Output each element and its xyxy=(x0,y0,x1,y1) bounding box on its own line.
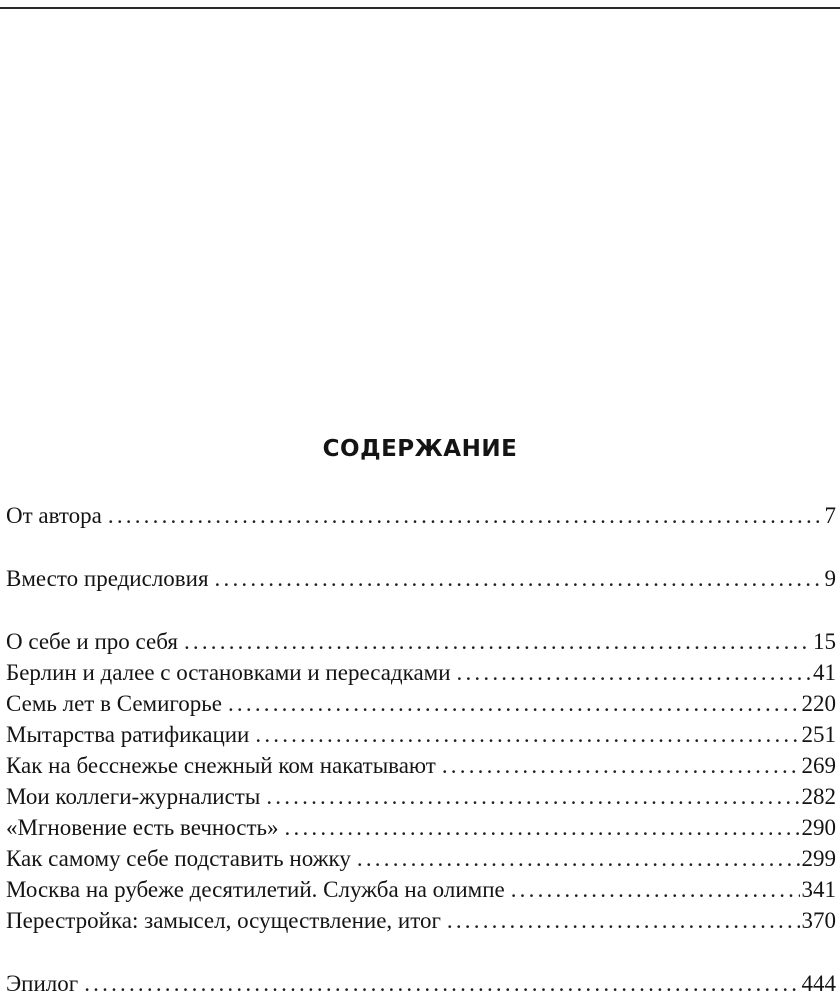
top-rule xyxy=(0,7,840,9)
toc-entry-page: 370 xyxy=(801,908,836,933)
table-of-contents xyxy=(6,500,836,999)
toc-entry-page: 7 xyxy=(824,503,836,528)
dot-leader xyxy=(457,657,811,688)
dot-leader xyxy=(184,626,811,657)
dot-leader xyxy=(255,719,799,750)
dot-leader xyxy=(108,500,823,531)
toc-entry-page: 9 xyxy=(824,566,836,591)
toc-entry-page: 444 xyxy=(801,971,836,996)
toc-entry-label: Вместо предисловия xyxy=(6,566,209,591)
toc-entry-page: 282 xyxy=(801,784,836,809)
toc-entry-label: Перестройка: замысел, осуществление, итог xyxy=(6,908,441,933)
toc-entry-page: 15 xyxy=(813,629,836,654)
toc-entry-label: О себе и про себя xyxy=(6,629,178,654)
toc-entry-page: 220 xyxy=(801,691,836,716)
toc-entry-page: 269 xyxy=(801,753,836,778)
toc-entry[interactable] xyxy=(6,688,836,719)
toc-entry[interactable] xyxy=(6,968,836,999)
toc-entry[interactable] xyxy=(6,874,836,905)
toc-entry[interactable] xyxy=(6,626,836,657)
toc-entry-label: Мытарства ратификации xyxy=(6,722,250,747)
toc-entry-label: Эпилог xyxy=(6,971,79,996)
dot-leader xyxy=(447,905,800,936)
toc-entry[interactable] xyxy=(6,657,836,688)
dot-leader xyxy=(357,843,800,874)
toc-entry-label: От автора xyxy=(6,503,102,528)
toc-entry-label: Мои коллеги-журналисты xyxy=(6,784,261,809)
toc-entry-label: Семь лет в Семигорье xyxy=(6,691,222,716)
dot-leader xyxy=(215,563,823,594)
toc-entry-label: Как самому себе подставить ножку xyxy=(6,846,351,871)
toc-entry-label: Как на бесснежье снежный ком накатывают xyxy=(6,753,436,778)
toc-entry-label: Берлин и далее с остановками и пересадками xyxy=(6,660,451,685)
toc-entry[interactable] xyxy=(6,563,836,594)
toc-entry[interactable] xyxy=(6,843,836,874)
toc-entry-page: 41 xyxy=(813,660,836,685)
toc-entry-label: «Мгновение есть вечность» xyxy=(6,815,279,840)
dot-leader xyxy=(266,781,799,812)
toc-entry[interactable] xyxy=(6,905,836,936)
toc-entry-label: Москва на рубеже десятилетий. Служба на олимпе xyxy=(6,877,505,902)
toc-entry[interactable] xyxy=(6,719,836,750)
toc-entry-page: 341 xyxy=(801,877,836,902)
toc-entry[interactable] xyxy=(6,750,836,781)
dot-leader xyxy=(228,688,800,719)
toc-entry[interactable] xyxy=(6,500,836,531)
toc-entry[interactable] xyxy=(6,781,836,812)
toc-entry[interactable] xyxy=(6,812,836,843)
page-title: СОДЕРЖАНИЕ xyxy=(322,436,518,462)
dot-leader xyxy=(442,750,800,781)
dot-leader xyxy=(84,968,799,999)
dot-leader xyxy=(511,874,800,905)
toc-entry-page: 251 xyxy=(801,722,836,747)
toc-entry-page: 290 xyxy=(801,815,836,840)
toc-entry-page: 299 xyxy=(801,846,836,871)
dot-leader xyxy=(285,812,800,843)
